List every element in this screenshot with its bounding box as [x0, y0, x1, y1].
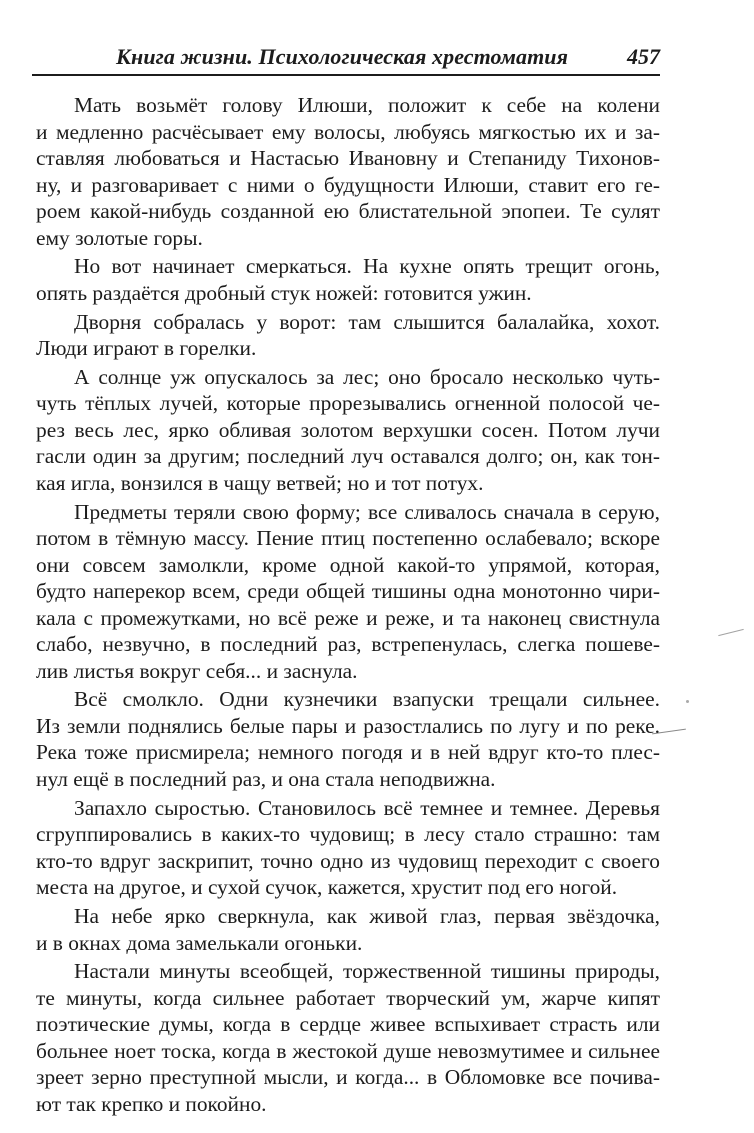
- text-line: и медленно расчёсывает ему волосы, любуясь мягкостью их и за-: [36, 119, 660, 144]
- text-line: потом в тёмную массу. Пение птиц постепенно ослабевало; вскоре: [36, 526, 660, 551]
- text-line: Но вот начинает смеркаться. На кухне опять трещит огонь,: [74, 254, 660, 279]
- text-line: кто-то вдруг заскрипит, точно одно из чудовищ переходит с своего: [36, 848, 660, 873]
- paragraph: [36, 92, 660, 251]
- text-line: ставляя любоваться и Настасью Ивановну и Степаниду Тихонов-: [36, 146, 660, 170]
- paragraph: [36, 686, 660, 792]
- text-line: места на другое, и сухой сучок, кажется, хрустит под его ногой.: [36, 875, 618, 900]
- margin-speck: [718, 629, 743, 636]
- paragraph: [36, 253, 660, 306]
- text-line: ют так крепко и покойно.: [36, 1091, 267, 1116]
- text-line: Настали минуты всеобщей, торжественной тишины природы,: [74, 959, 660, 984]
- text-line: и в окнах дома замелькали огоньки.: [36, 930, 363, 955]
- text-line: Дворня собралась у ворот: там слышится балалайка, хохот.: [74, 309, 660, 334]
- paragraph: [36, 958, 660, 1117]
- text-line: Мать возьмёт голову Илюши, положит к себе на колени: [74, 93, 660, 117]
- paragraph: [36, 795, 660, 901]
- running-head: [32, 44, 660, 72]
- text-line: больнее ноет тоска, когда в жестокой душе невозмутимее и сильнее: [36, 1038, 660, 1063]
- text-line: Из земли поднялись белые пары и разостлались по лугу и по реке.: [36, 713, 660, 738]
- text-line: Всё смолкло. Одни кузнечики взапуски трещали сильнее.: [74, 687, 660, 712]
- text-line: они совсем замолкли, кроме одной какой-то упрямой, которая,: [36, 552, 660, 577]
- text-line: лив листья вокруг себя... и заснула.: [36, 658, 358, 683]
- paragraph: [36, 364, 660, 497]
- text-line: поэтические думы, когда в сердце живее вспыхивает страсть или: [36, 1012, 660, 1037]
- paragraph: [36, 903, 660, 956]
- text-line: ему золотые горы.: [36, 225, 203, 250]
- paragraph: [36, 499, 660, 685]
- text-line: Предметы теряли свою форму; все сливалось сначала в серую,: [74, 499, 660, 524]
- margin-speck: [686, 700, 689, 703]
- text-line: зреет зерно преступной мысли, и когда... в Обломовке все почива-: [36, 1065, 660, 1090]
- paragraph: [36, 309, 660, 362]
- text-line: нул ещё в последний раз, и она стала неподвижна.: [36, 766, 496, 791]
- text-line: чуть тёплых лучей, которые прорезывались огненной полосой че-: [36, 391, 660, 416]
- text-line: рез весь лес, ярко обливая золотом верхушки сосен. Потом лучи: [36, 417, 660, 442]
- text-line: Запахло сыростью. Становилось всё темнее и темнее. Деревья: [74, 795, 660, 820]
- text-line: те минуты, когда сильнее работает творческий ум, жарче кипят: [36, 985, 660, 1010]
- page-number: 457: [627, 44, 660, 69]
- text-line: роем какой-нибудь созданной ею блистательной эпопеи. Те сулят: [36, 199, 660, 223]
- text-line: ну, и разговаривает с ними о будущности Илюши, ставит его ге-: [36, 172, 660, 197]
- header-rule: [32, 74, 660, 76]
- text-line: кая игла, вонзился в чащу ветвей; но и тот потух.: [36, 470, 484, 495]
- text-line: слабо, незвучно, в последний раз, встрепенулась, слегка пошеве-: [36, 632, 660, 657]
- text-line: А солнце уж опускалось за лес; оно бросало несколько чуть-: [74, 364, 660, 389]
- text-line: Река тоже присмирела; немного погодя и в ней вдруг кто-то плес-: [36, 740, 660, 765]
- text-line: будто наперекор всем, среди общей тишины одна монотонно чири-: [36, 579, 660, 604]
- text-line: Люди играют в горелки.: [36, 336, 257, 361]
- text-line: На небе ярко сверкнула, как живой глаз, первая звёздочка,: [74, 904, 660, 929]
- text-line: кала с промежутками, но всё реже и реже, и та наконец свистнула: [36, 605, 660, 630]
- body-text: [36, 92, 660, 1120]
- running-title: Книга жизни. Психологическая хрестоматия: [116, 44, 569, 69]
- text-line: гасли один за другим; последний луч оставался долго; он, как тон-: [36, 444, 660, 469]
- text-line: опять раздаётся дробный стук ножей: готовится ужин.: [36, 280, 532, 305]
- text-line: сгруппировались в каких-то чудовищ; в лесу стало страшно: там: [36, 822, 660, 847]
